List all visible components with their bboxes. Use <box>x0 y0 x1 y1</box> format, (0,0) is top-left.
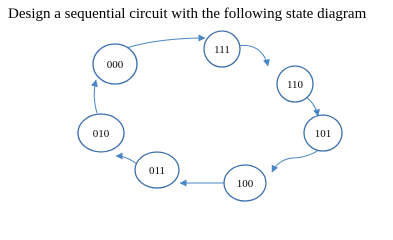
state-110 <box>277 66 313 102</box>
state-111 <box>204 31 240 67</box>
state-010 <box>78 114 124 152</box>
state-100 <box>224 165 266 201</box>
state-101 <box>304 115 342 151</box>
transition-010-to-000 <box>94 80 97 113</box>
transition-000-to-111 <box>126 38 205 48</box>
state-label: 110 <box>286 79 304 91</box>
state-011 <box>135 152 179 188</box>
page-title: Design a sequential circuit with the following state diagram <box>8 6 367 22</box>
state-label: 111 <box>214 44 230 56</box>
transition-101-to-100 <box>272 148 322 172</box>
state-000 <box>93 44 137 84</box>
state-label: 100 <box>236 178 254 190</box>
state-label: 101 <box>314 128 332 140</box>
transition-111-to-110 <box>236 45 268 66</box>
state-label: 011 <box>148 165 166 177</box>
state-label: 010 <box>92 128 110 140</box>
state-label: 000 <box>106 59 124 71</box>
